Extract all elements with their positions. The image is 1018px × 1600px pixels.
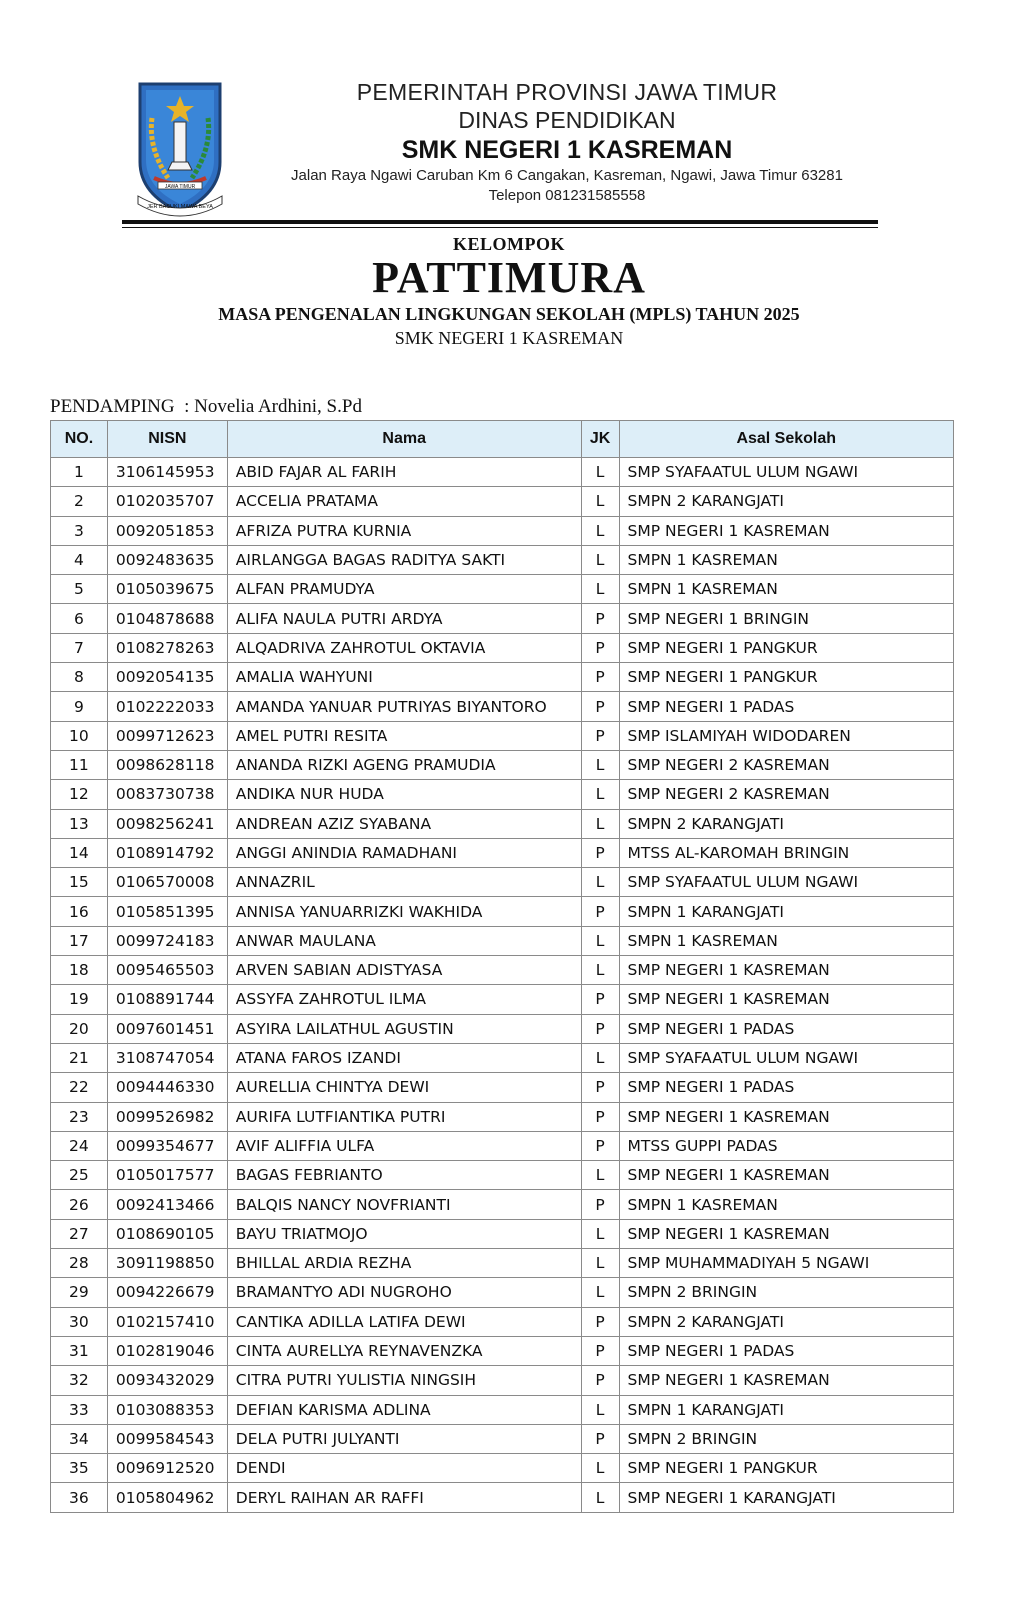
letterhead-divider-thin bbox=[122, 227, 878, 228]
pendamping-label: PENDAMPING : bbox=[50, 396, 195, 417]
table-row bbox=[51, 1395, 954, 1424]
cell-asal-sekolah: SMP NEGERI 1 KARANGJATI bbox=[619, 1483, 954, 1512]
table-body bbox=[51, 458, 954, 1513]
cell-no: 18 bbox=[51, 956, 108, 985]
cell-nisn: 0103088353 bbox=[107, 1395, 227, 1424]
cell-no: 2 bbox=[51, 487, 108, 516]
header-jk: JK bbox=[581, 421, 619, 458]
cell-nisn: 0108891744 bbox=[107, 985, 227, 1014]
cell-jk: P bbox=[581, 1366, 619, 1395]
header-nama: Nama bbox=[227, 421, 581, 458]
cell-nama: AMANDA YANUAR PUTRIYAS BIYANTORO bbox=[227, 692, 581, 721]
cell-nama: CANTIKA ADILLA LATIFA DEWI bbox=[227, 1307, 581, 1336]
cell-asal-sekolah: SMP NEGERI 1 PADAS bbox=[619, 1014, 954, 1043]
table-row bbox=[51, 1043, 954, 1072]
cell-no: 21 bbox=[51, 1043, 108, 1072]
cell-nama: BHILLAL ARDIA REZHA bbox=[227, 1249, 581, 1278]
logo-band-text: JAWA TIMUR bbox=[164, 184, 196, 190]
cell-nama: ANNAZRIL bbox=[227, 868, 581, 897]
logo-motto-text: JER BASUKI MAWA BEYA bbox=[147, 204, 213, 210]
cell-no: 16 bbox=[51, 897, 108, 926]
student-table bbox=[50, 420, 954, 1513]
cell-nama: ALFAN PRAMUDYA bbox=[227, 575, 581, 604]
cell-asal-sekolah: SMP NEGERI 1 BRINGIN bbox=[619, 604, 954, 633]
cell-nisn: 0108278263 bbox=[107, 633, 227, 662]
table-row bbox=[51, 721, 954, 750]
department-name: DINAS PENDIDIKAN bbox=[458, 107, 676, 133]
cell-nama: BAYU TRIATMOJO bbox=[227, 1219, 581, 1248]
table-row bbox=[51, 1307, 954, 1336]
cell-nama: ATANA FAROS IZANDI bbox=[227, 1043, 581, 1072]
cell-nisn: 0106570008 bbox=[107, 868, 227, 897]
cell-nisn: 0099526982 bbox=[107, 1102, 227, 1131]
cell-nisn: 0102819046 bbox=[107, 1336, 227, 1365]
cell-jk: L bbox=[581, 487, 619, 516]
cell-jk: P bbox=[581, 692, 619, 721]
cell-jk: L bbox=[581, 545, 619, 574]
cell-nama: DELA PUTRI JULYANTI bbox=[227, 1424, 581, 1453]
cell-no: 30 bbox=[51, 1307, 108, 1336]
cell-nama: BAGAS FEBRIANTO bbox=[227, 1161, 581, 1190]
cell-no: 22 bbox=[51, 1073, 108, 1102]
cell-nama: DERYL RAIHAN AR RAFFI bbox=[227, 1483, 581, 1512]
table-row bbox=[51, 516, 954, 545]
cell-jk: P bbox=[581, 1307, 619, 1336]
cell-asal-sekolah: SMP NEGERI 1 KASREMAN bbox=[619, 516, 954, 545]
cell-nisn: 0105851395 bbox=[107, 897, 227, 926]
cell-nisn: 0092054135 bbox=[107, 663, 227, 692]
cell-nama: DEFIAN KARISMA ADLINA bbox=[227, 1395, 581, 1424]
cell-no: 7 bbox=[51, 633, 108, 662]
cell-nama: AMEL PUTRI RESITA bbox=[227, 721, 581, 750]
cell-nisn: 3091198850 bbox=[107, 1249, 227, 1278]
cell-jk: L bbox=[581, 1043, 619, 1072]
cell-jk: P bbox=[581, 1073, 619, 1102]
table-row bbox=[51, 809, 954, 838]
cell-nama: ANDIKA NUR HUDA bbox=[227, 780, 581, 809]
cell-asal-sekolah: SMPN 1 KASREMAN bbox=[619, 545, 954, 574]
cell-jk: L bbox=[581, 516, 619, 545]
table-row bbox=[51, 1073, 954, 1102]
table-row bbox=[51, 458, 954, 487]
cell-nisn: 0097601451 bbox=[107, 1014, 227, 1043]
cell-nama: ANDREAN AZIZ SYABANA bbox=[227, 809, 581, 838]
cell-jk: P bbox=[581, 604, 619, 633]
cell-nisn: 0105039675 bbox=[107, 575, 227, 604]
cell-jk: P bbox=[581, 1102, 619, 1131]
event-title: MASA PENGENALAN LINGKUNGAN SEKOLAH (MPLS) TAHUN 2025 bbox=[218, 304, 800, 324]
table-row bbox=[51, 750, 954, 779]
cell-no: 25 bbox=[51, 1161, 108, 1190]
letterhead bbox=[122, 72, 878, 232]
table-row bbox=[51, 1366, 954, 1395]
cell-jk: L bbox=[581, 809, 619, 838]
table-row bbox=[51, 545, 954, 574]
cell-no: 35 bbox=[51, 1454, 108, 1483]
cell-nisn: 0094226679 bbox=[107, 1278, 227, 1307]
cell-asal-sekolah: SMPN 2 KARANGJATI bbox=[619, 809, 954, 838]
cell-nama: BRAMANTYO ADI NUGROHO bbox=[227, 1278, 581, 1307]
cell-no: 24 bbox=[51, 1131, 108, 1160]
group-name-title: PATTIMURA bbox=[372, 253, 646, 302]
cell-asal-sekolah: SMPN 2 KARANGJATI bbox=[619, 1307, 954, 1336]
cell-nama: ARVEN SABIAN ADISTYASA bbox=[227, 956, 581, 985]
cell-no: 17 bbox=[51, 926, 108, 955]
cell-nama: ALQADRIVA ZAHROTUL OKTAVIA bbox=[227, 633, 581, 662]
cell-jk: P bbox=[581, 633, 619, 662]
cell-no: 12 bbox=[51, 780, 108, 809]
cell-no: 15 bbox=[51, 868, 108, 897]
cell-asal-sekolah: SMPN 1 KARANGJATI bbox=[619, 897, 954, 926]
cell-no: 1 bbox=[51, 458, 108, 487]
cell-no: 4 bbox=[51, 545, 108, 574]
cell-jk: P bbox=[581, 1131, 619, 1160]
cell-nisn: 0098256241 bbox=[107, 809, 227, 838]
cell-jk: P bbox=[581, 838, 619, 867]
cell-nama: AMALIA WAHYUNI bbox=[227, 663, 581, 692]
cell-asal-sekolah: MTSS AL-KAROMAH BRINGIN bbox=[619, 838, 954, 867]
cell-nama: AURIFA LUTFIANTIKA PUTRI bbox=[227, 1102, 581, 1131]
cell-asal-sekolah: SMPN 1 KARANGJATI bbox=[619, 1395, 954, 1424]
cell-jk: P bbox=[581, 1014, 619, 1043]
cell-nisn: 0092483635 bbox=[107, 545, 227, 574]
cell-no: 34 bbox=[51, 1424, 108, 1453]
cell-no: 11 bbox=[51, 750, 108, 779]
cell-no: 8 bbox=[51, 663, 108, 692]
cell-asal-sekolah: SMP NEGERI 1 KASREMAN bbox=[619, 1102, 954, 1131]
cell-jk: L bbox=[581, 1454, 619, 1483]
kelompok-label: KELOMPOK bbox=[453, 234, 565, 254]
table-row bbox=[51, 604, 954, 633]
table-row bbox=[51, 1131, 954, 1160]
cell-no: 23 bbox=[51, 1102, 108, 1131]
cell-nisn: 0094446330 bbox=[107, 1073, 227, 1102]
cell-nama: ALIFA NAULA PUTRI ARDYA bbox=[227, 604, 581, 633]
table-row bbox=[51, 1190, 954, 1219]
table-row bbox=[51, 1219, 954, 1248]
cell-asal-sekolah: SMP NEGERI 1 KASREMAN bbox=[619, 1366, 954, 1395]
cell-no: 31 bbox=[51, 1336, 108, 1365]
table-row bbox=[51, 1336, 954, 1365]
cell-nisn: 0099712623 bbox=[107, 721, 227, 750]
cell-jk: P bbox=[581, 1424, 619, 1453]
cell-nisn: 0108690105 bbox=[107, 1219, 227, 1248]
cell-nisn: 0083730738 bbox=[107, 780, 227, 809]
header-nisn: NISN bbox=[107, 421, 227, 458]
cell-no: 10 bbox=[51, 721, 108, 750]
table-row bbox=[51, 1483, 954, 1512]
cell-jk: L bbox=[581, 575, 619, 604]
cell-jk: L bbox=[581, 1395, 619, 1424]
cell-asal-sekolah: SMP NEGERI 1 KASREMAN bbox=[619, 956, 954, 985]
header-asal-sekolah: Asal Sekolah bbox=[619, 421, 954, 458]
government-name: PEMERINTAH PROVINSI JAWA TIMUR bbox=[356, 79, 778, 105]
table-row bbox=[51, 1102, 954, 1131]
cell-nama: CITRA PUTRI YULISTIA NINGSIH bbox=[227, 1366, 581, 1395]
cell-asal-sekolah: SMP NEGERI 1 PADAS bbox=[619, 1073, 954, 1102]
cell-asal-sekolah: SMPN 1 KASREMAN bbox=[619, 1190, 954, 1219]
cell-jk: L bbox=[581, 750, 619, 779]
table-row bbox=[51, 575, 954, 604]
table-row bbox=[51, 956, 954, 985]
cell-nisn: 0099354677 bbox=[107, 1131, 227, 1160]
cell-nama: DENDI bbox=[227, 1454, 581, 1483]
event-school: SMK NEGERI 1 KASREMAN bbox=[394, 328, 624, 348]
cell-asal-sekolah: SMP NEGERI 1 KASREMAN bbox=[619, 1161, 954, 1190]
table-row bbox=[51, 487, 954, 516]
school-address: Jalan Raya Ngawi Caruban Km 6 Cangakan, Kasreman, Ngawi, Jawa Timur 63281 bbox=[291, 167, 843, 184]
table-row bbox=[51, 633, 954, 662]
cell-jk: L bbox=[581, 926, 619, 955]
table-row bbox=[51, 1454, 954, 1483]
cell-nisn: 0108914792 bbox=[107, 838, 227, 867]
table-row bbox=[51, 1278, 954, 1307]
cell-asal-sekolah: SMPN 1 KASREMAN bbox=[619, 575, 954, 604]
table-row bbox=[51, 897, 954, 926]
table-row bbox=[51, 692, 954, 721]
table-row bbox=[51, 1424, 954, 1453]
cell-no: 5 bbox=[51, 575, 108, 604]
table-row bbox=[51, 1014, 954, 1043]
cell-no: 19 bbox=[51, 985, 108, 1014]
table-row bbox=[51, 838, 954, 867]
cell-nama: ACCELIA PRATAMA bbox=[227, 487, 581, 516]
pendamping-name: Novelia Ardhini, S.Pd bbox=[194, 396, 362, 417]
cell-asal-sekolah: SMP NEGERI 1 PANGKUR bbox=[619, 633, 954, 662]
cell-nisn: 3106145953 bbox=[107, 458, 227, 487]
cell-asal-sekolah: SMP NEGERI 1 PADAS bbox=[619, 1336, 954, 1365]
cell-nama: ANGGI ANINDIA RAMADHANI bbox=[227, 838, 581, 867]
cell-jk: L bbox=[581, 1219, 619, 1248]
cell-nisn: 3108747054 bbox=[107, 1043, 227, 1072]
cell-jk: L bbox=[581, 1249, 619, 1278]
school-name: SMK NEGERI 1 KASREMAN bbox=[401, 136, 733, 164]
cell-asal-sekolah: SMP NEGERI 2 KASREMAN bbox=[619, 780, 954, 809]
cell-no: 9 bbox=[51, 692, 108, 721]
cell-jk: L bbox=[581, 1278, 619, 1307]
cell-nisn: 0104878688 bbox=[107, 604, 227, 633]
cell-jk: P bbox=[581, 721, 619, 750]
cell-nama: AVIF ALIFFIA ULFA bbox=[227, 1131, 581, 1160]
cell-jk: L bbox=[581, 956, 619, 985]
cell-no: 36 bbox=[51, 1483, 108, 1512]
cell-nisn: 0102157410 bbox=[107, 1307, 227, 1336]
cell-jk: L bbox=[581, 1483, 619, 1512]
cell-no: 27 bbox=[51, 1219, 108, 1248]
cell-asal-sekolah: SMP NEGERI 1 KASREMAN bbox=[619, 1219, 954, 1248]
cell-asal-sekolah: SMP SYAFAATUL ULUM NGAWI bbox=[619, 458, 954, 487]
cell-nisn: 0105804962 bbox=[107, 1483, 227, 1512]
cell-nama: ASYIRA LAILATHUL AGUSTIN bbox=[227, 1014, 581, 1043]
cell-nisn: 0098628118 bbox=[107, 750, 227, 779]
table-row bbox=[51, 663, 954, 692]
table-row bbox=[51, 1161, 954, 1190]
cell-asal-sekolah: SMP MUHAMMADIYAH 5 NGAWI bbox=[619, 1249, 954, 1278]
cell-asal-sekolah: SMP SYAFAATUL ULUM NGAWI bbox=[619, 868, 954, 897]
cell-nisn: 0102222033 bbox=[107, 692, 227, 721]
cell-no: 3 bbox=[51, 516, 108, 545]
cell-asal-sekolah: SMPN 2 BRINGIN bbox=[619, 1424, 954, 1453]
cell-no: 20 bbox=[51, 1014, 108, 1043]
cell-jk: P bbox=[581, 663, 619, 692]
cell-nama: ASSYFA ZAHROTUL ILMA bbox=[227, 985, 581, 1014]
cell-asal-sekolah: SMPN 2 BRINGIN bbox=[619, 1278, 954, 1307]
cell-jk: P bbox=[581, 1190, 619, 1219]
jawa-timur-emblem-icon bbox=[132, 78, 228, 218]
cell-nisn: 0092413466 bbox=[107, 1190, 227, 1219]
cell-nisn: 0096912520 bbox=[107, 1454, 227, 1483]
letterhead-text bbox=[282, 78, 852, 206]
cell-asal-sekolah: SMP NEGERI 1 KASREMAN bbox=[619, 985, 954, 1014]
table-row bbox=[51, 780, 954, 809]
table-header-row bbox=[51, 421, 954, 458]
school-phone: Telepon 081231585558 bbox=[488, 187, 646, 204]
cell-jk: P bbox=[581, 1336, 619, 1365]
cell-jk: P bbox=[581, 897, 619, 926]
table-row bbox=[51, 868, 954, 897]
cell-nama: AIRLANGGA BAGAS RADITYA SAKTI bbox=[227, 545, 581, 574]
cell-asal-sekolah: SMP NEGERI 1 PANGKUR bbox=[619, 1454, 954, 1483]
table-row bbox=[51, 926, 954, 955]
cell-jk: L bbox=[581, 868, 619, 897]
cell-nama: ABID FAJAR AL FARIH bbox=[227, 458, 581, 487]
cell-no: 32 bbox=[51, 1366, 108, 1395]
pendamping-line bbox=[50, 396, 362, 418]
cell-jk: P bbox=[581, 985, 619, 1014]
cell-no: 14 bbox=[51, 838, 108, 867]
cell-no: 6 bbox=[51, 604, 108, 633]
cell-nisn: 0102035707 bbox=[107, 487, 227, 516]
cell-asal-sekolah: SMP SYAFAATUL ULUM NGAWI bbox=[619, 1043, 954, 1072]
cell-asal-sekolah: MTSS GUPPI PADAS bbox=[619, 1131, 954, 1160]
cell-nama: BALQIS NANCY NOVFRIANTI bbox=[227, 1190, 581, 1219]
cell-nisn: 0095465503 bbox=[107, 956, 227, 985]
cell-jk: L bbox=[581, 458, 619, 487]
cell-no: 33 bbox=[51, 1395, 108, 1424]
table-row bbox=[51, 985, 954, 1014]
cell-no: 29 bbox=[51, 1278, 108, 1307]
cell-no: 26 bbox=[51, 1190, 108, 1219]
cell-nama: CINTA AURELLYA REYNAVENZKA bbox=[227, 1336, 581, 1365]
cell-nama: ANANDA RIZKI AGENG PRAMUDIA bbox=[227, 750, 581, 779]
cell-nama: AFRIZA PUTRA KURNIA bbox=[227, 516, 581, 545]
cell-nisn: 0092051853 bbox=[107, 516, 227, 545]
cell-nisn: 0093432029 bbox=[107, 1366, 227, 1395]
cell-asal-sekolah: SMP NEGERI 1 PANGKUR bbox=[619, 663, 954, 692]
cell-asal-sekolah: SMP NEGERI 1 PADAS bbox=[619, 692, 954, 721]
cell-nisn: 0105017577 bbox=[107, 1161, 227, 1190]
cell-asal-sekolah: SMP ISLAMIYAH WIDODAREN bbox=[619, 721, 954, 750]
cell-no: 13 bbox=[51, 809, 108, 838]
cell-nama: ANWAR MAULANA bbox=[227, 926, 581, 955]
cell-nisn: 0099584543 bbox=[107, 1424, 227, 1453]
letterhead-divider bbox=[122, 220, 878, 224]
cell-nisn: 0099724183 bbox=[107, 926, 227, 955]
cell-jk: L bbox=[581, 1161, 619, 1190]
cell-nama: AURELLIA CHINTYA DEWI bbox=[227, 1073, 581, 1102]
header-no: NO. bbox=[51, 421, 108, 458]
cell-no: 28 bbox=[51, 1249, 108, 1278]
table-row bbox=[51, 1249, 954, 1278]
cell-asal-sekolah: SMPN 2 KARANGJATI bbox=[619, 487, 954, 516]
cell-asal-sekolah: SMP NEGERI 2 KASREMAN bbox=[619, 750, 954, 779]
cell-nama: ANNISA YANUARRIZKI WAKHIDA bbox=[227, 897, 581, 926]
cell-asal-sekolah: SMPN 1 KASREMAN bbox=[619, 926, 954, 955]
cell-jk: L bbox=[581, 780, 619, 809]
